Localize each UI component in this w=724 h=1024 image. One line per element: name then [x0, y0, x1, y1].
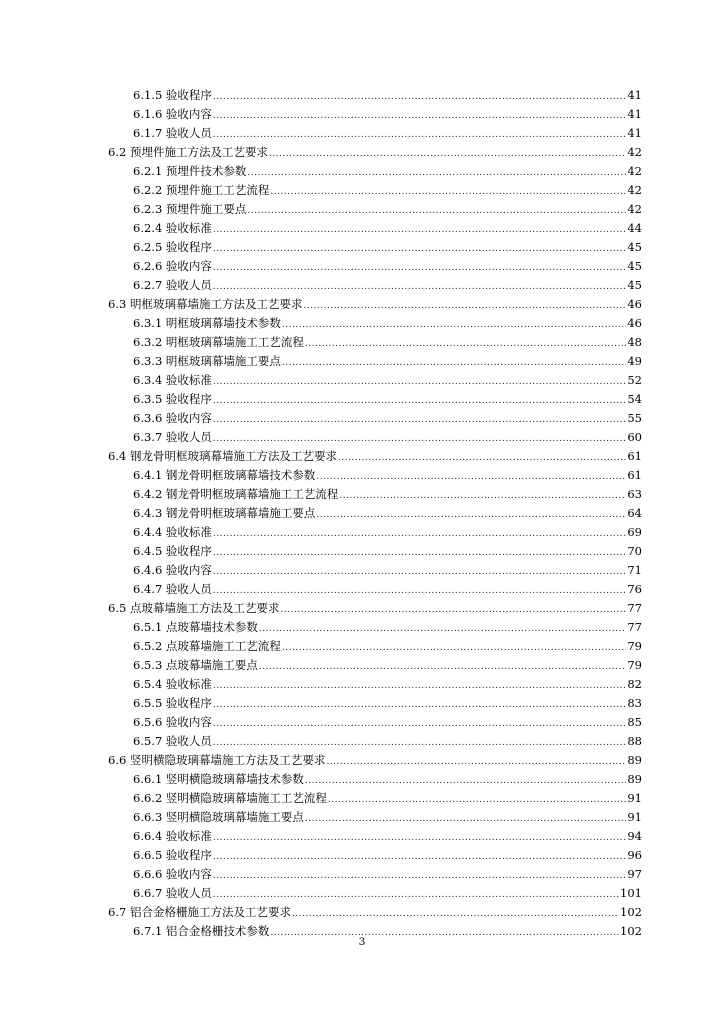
toc-page-number: 102	[620, 905, 642, 919]
toc-page-number: 91	[627, 791, 642, 805]
toc-entry-title: 6.5.4 验收标准	[133, 677, 212, 691]
toc-subsection-entry[interactable]	[0, 219, 724, 238]
toc-page-number: 45	[627, 278, 642, 292]
toc-entry-title: 6.4.5 验收程序	[133, 544, 212, 558]
toc-subsection-entry[interactable]	[0, 485, 724, 504]
toc-entry-title: 6.5 点玻幕墙施工方法及工艺要求	[108, 601, 280, 615]
toc-subsection-entry[interactable]	[0, 789, 724, 808]
page-number: 3	[358, 936, 366, 948]
toc-dot-leader	[213, 373, 626, 392]
toc-dot-leader	[282, 639, 626, 658]
toc-dot-leader	[213, 696, 626, 715]
toc-dot-leader	[259, 658, 626, 677]
toc-page-number: 70	[627, 544, 642, 558]
toc-subsection-entry[interactable]	[0, 504, 724, 523]
toc-dot-leader	[247, 164, 626, 183]
toc-entry-title: 6.4 钢龙骨明框玻璃幕墙施工方法及工艺要求	[108, 449, 337, 463]
toc-section-entry[interactable]	[0, 751, 724, 770]
toc-entry-title: 6.2.3 预埋件施工要点	[133, 202, 247, 216]
toc-subsection-entry[interactable]	[0, 732, 724, 751]
toc-subsection-entry[interactable]	[0, 409, 724, 428]
toc-entry-title: 6.3.4 验收标准	[133, 373, 212, 387]
toc-dot-leader	[213, 88, 626, 107]
toc-subsection-entry[interactable]	[0, 675, 724, 694]
toc-dot-leader	[213, 677, 626, 696]
toc-subsection-entry[interactable]	[0, 561, 724, 580]
toc-subsection-entry[interactable]	[0, 637, 724, 656]
toc-page-number: 96	[627, 848, 642, 862]
toc-page-number: 64	[627, 506, 642, 520]
toc-page-number: 101	[620, 886, 642, 900]
toc-entry-title: 6.5.5 验收程序	[133, 696, 212, 710]
toc-page-number: 97	[627, 867, 642, 881]
toc-page-number: 46	[627, 297, 642, 311]
toc-entry-title: 6.2.1 预埋件技术参数	[133, 164, 247, 178]
toc-dot-leader	[338, 449, 626, 468]
toc-subsection-entry[interactable]	[0, 352, 724, 371]
toc-dot-leader	[316, 468, 626, 487]
toc-dot-leader	[213, 221, 626, 240]
toc-entry-title: 6.4.1 钢龙骨明框玻璃幕墙技术参数	[133, 468, 316, 482]
toc-page-number: 85	[627, 715, 642, 729]
toc-subsection-entry[interactable]	[0, 656, 724, 675]
toc-entry-title: 6.3.6 验收内容	[133, 411, 212, 425]
table-of-contents	[0, 86, 724, 941]
toc-subsection-entry[interactable]	[0, 105, 724, 124]
toc-entry-title: 6.4.7 验收人员	[133, 582, 212, 596]
toc-entry-title: 6.7.1 铝合金格栅技术参数	[133, 924, 270, 938]
toc-dot-leader	[213, 126, 626, 145]
toc-page-number: 48	[627, 335, 642, 349]
toc-subsection-entry[interactable]	[0, 694, 724, 713]
toc-page-number: 82	[627, 677, 642, 691]
toc-entry-title: 6.1.5 验收程序	[133, 88, 212, 102]
toc-subsection-entry[interactable]	[0, 314, 724, 333]
toc-entry-title: 6.5.1 点玻幕墙技术参数	[133, 620, 258, 634]
toc-page-number: 83	[627, 696, 642, 710]
toc-dot-leader	[213, 715, 626, 734]
toc-dot-leader	[282, 316, 626, 335]
toc-subsection-entry[interactable]	[0, 181, 724, 200]
toc-page-number: 45	[627, 240, 642, 254]
toc-entry-title: 6.7 铝合金格栅施工方法及工艺要求	[108, 905, 291, 919]
toc-page-number: 41	[627, 88, 642, 102]
toc-page-number: 63	[627, 487, 642, 501]
toc-page-number: 79	[627, 658, 642, 672]
toc-dot-leader	[328, 791, 626, 810]
toc-page-number: 69	[627, 525, 642, 539]
toc-dot-leader	[213, 544, 626, 563]
toc-entry-title: 6.6.2 竖明横隐玻璃幕墙施工工艺流程	[133, 791, 327, 805]
toc-page-number: 77	[627, 620, 642, 634]
toc-page-number: 77	[627, 601, 642, 615]
toc-entry-title: 6.4.2 钢龙骨明框玻璃幕墙施工工艺流程	[133, 487, 339, 501]
toc-subsection-entry[interactable]	[0, 618, 724, 637]
toc-page-number: 55	[627, 411, 642, 425]
toc-dot-leader	[326, 753, 626, 772]
toc-page-number: 49	[627, 354, 642, 368]
toc-page-number: 42	[627, 145, 642, 159]
toc-entry-title: 6.3 明框玻璃幕墙施工方法及工艺要求	[108, 297, 303, 311]
toc-entry-title: 6.4.3 钢龙骨明框玻璃幕墙施工要点	[133, 506, 316, 520]
toc-section-entry[interactable]	[0, 143, 724, 162]
toc-entry-title: 6.4.6 验收内容	[133, 563, 212, 577]
toc-entry-title: 6.2 预埋件施工方法及工艺要求	[108, 145, 268, 159]
toc-subsection-entry[interactable]	[0, 276, 724, 295]
toc-section-entry[interactable]	[0, 903, 724, 922]
toc-entry-title: 6.3.2 明框玻璃幕墙施工工艺流程	[133, 335, 304, 349]
toc-subsection-entry[interactable]	[0, 428, 724, 447]
toc-entry-title: 6.6.1 竖明横隐玻璃幕墙技术参数	[133, 772, 304, 786]
toc-entry-title: 6.2.4 验收标准	[133, 221, 212, 235]
toc-page-number: 54	[627, 392, 642, 406]
toc-page-number: 102	[620, 924, 642, 938]
toc-entry-title: 6.1.6 验收内容	[133, 107, 212, 121]
toc-entry-title: 6.3.1 明框玻璃幕墙技术参数	[133, 316, 281, 330]
toc-page-number: 71	[627, 563, 642, 577]
toc-page-number: 79	[627, 639, 642, 653]
toc-dot-leader	[213, 867, 626, 886]
toc-page-number: 46	[627, 316, 642, 330]
toc-page-number: 88	[627, 734, 642, 748]
toc-dot-leader	[270, 183, 626, 202]
toc-section-entry[interactable]	[0, 447, 724, 466]
toc-subsection-entry[interactable]	[0, 713, 724, 732]
toc-subsection-entry[interactable]	[0, 580, 724, 599]
toc-entry-title: 6.6 竖明横隐玻璃幕墙施工方法及工艺要求	[108, 753, 326, 767]
toc-entry-title: 6.5.7 验收人员	[133, 734, 212, 748]
toc-entry-title: 6.3.3 明框玻璃幕墙施工要点	[133, 354, 281, 368]
toc-dot-leader	[247, 202, 626, 221]
toc-page-number: 42	[627, 183, 642, 197]
toc-entry-title: 6.6.7 验收人员	[133, 886, 212, 900]
toc-subsection-entry[interactable]	[0, 238, 724, 257]
toc-entry-title: 6.5.2 点玻幕墙施工工艺流程	[133, 639, 281, 653]
toc-dot-leader	[213, 563, 626, 582]
toc-page-number: 42	[627, 202, 642, 216]
toc-entry-title: 6.6.4 验收标准	[133, 829, 212, 843]
toc-entry-title: 6.3.7 验收人员	[133, 430, 212, 444]
toc-page-number: 89	[627, 753, 642, 767]
toc-entry-title: 6.6.3 竖明横隐玻璃幕墙施工要点	[133, 810, 304, 824]
toc-entry-title: 6.5.3 点玻幕墙施工要点	[133, 658, 258, 672]
toc-dot-leader	[213, 240, 626, 259]
toc-dot-leader	[305, 335, 626, 354]
toc-entry-title: 6.2.5 验收程序	[133, 240, 212, 254]
toc-dot-leader	[292, 905, 619, 924]
toc-page-number: 61	[627, 449, 642, 463]
toc-dot-leader	[280, 601, 626, 620]
toc-dot-leader	[213, 107, 626, 126]
toc-page-number: 41	[627, 126, 642, 140]
toc-entry-title: 6.4.4 验收标准	[133, 525, 212, 539]
toc-subsection-entry[interactable]	[0, 86, 724, 105]
toc-entry-title: 6.2.6 验收内容	[133, 259, 212, 273]
toc-entry-title: 6.2.7 验收人员	[133, 278, 212, 292]
toc-subsection-entry[interactable]	[0, 770, 724, 789]
toc-dot-leader	[213, 848, 626, 867]
toc-page-number: 42	[627, 164, 642, 178]
toc-page-number: 89	[627, 772, 642, 786]
toc-section-entry[interactable]	[0, 599, 724, 618]
toc-page-number: 76	[627, 582, 642, 596]
toc-entry-title: 6.2.2 预埋件施工工艺流程	[133, 183, 270, 197]
toc-dot-leader	[316, 506, 626, 525]
toc-subsection-entry[interactable]	[0, 466, 724, 485]
toc-subsection-entry[interactable]	[0, 124, 724, 143]
toc-subsection-entry[interactable]	[0, 523, 724, 542]
toc-page-number: 44	[627, 221, 642, 235]
toc-subsection-entry[interactable]	[0, 846, 724, 865]
toc-dot-leader	[213, 525, 626, 544]
toc-subsection-entry[interactable]	[0, 333, 724, 352]
toc-dot-leader	[213, 392, 626, 411]
toc-dot-leader	[269, 145, 626, 164]
toc-subsection-entry[interactable]	[0, 865, 724, 884]
toc-subsection-entry[interactable]	[0, 200, 724, 219]
toc-dot-leader	[305, 772, 626, 791]
toc-page-number: 60	[627, 430, 642, 444]
toc-entry-title: 6.6.6 验收内容	[133, 867, 212, 881]
toc-page-number: 94	[627, 829, 642, 843]
toc-subsection-entry[interactable]	[0, 162, 724, 181]
toc-dot-leader	[259, 620, 626, 639]
toc-subsection-entry[interactable]	[0, 371, 724, 390]
toc-dot-leader	[339, 487, 626, 506]
toc-section-entry[interactable]	[0, 295, 724, 314]
toc-page-number: 45	[627, 259, 642, 273]
toc-subsection-entry[interactable]	[0, 257, 724, 276]
toc-dot-leader	[303, 297, 626, 316]
toc-page-number: 52	[627, 373, 642, 387]
toc-page-number: 41	[627, 107, 642, 121]
toc-subsection-entry[interactable]	[0, 390, 724, 409]
toc-subsection-entry[interactable]	[0, 808, 724, 827]
toc-subsection-entry[interactable]	[0, 884, 724, 903]
toc-dot-leader	[213, 411, 626, 430]
toc-entry-title: 6.6.5 验收程序	[133, 848, 212, 862]
toc-page-number: 91	[627, 810, 642, 824]
toc-dot-leader	[213, 829, 626, 848]
toc-entry-title: 6.5.6 验收内容	[133, 715, 212, 729]
toc-dot-leader	[305, 810, 626, 829]
toc-page-number: 61	[627, 468, 642, 482]
toc-subsection-entry[interactable]	[0, 542, 724, 561]
toc-dot-leader	[213, 259, 626, 278]
toc-entry-title: 6.1.7 验收人员	[133, 126, 212, 140]
toc-subsection-entry[interactable]	[0, 827, 724, 846]
toc-dot-leader	[282, 354, 626, 373]
toc-entry-title: 6.3.5 验收程序	[133, 392, 212, 406]
